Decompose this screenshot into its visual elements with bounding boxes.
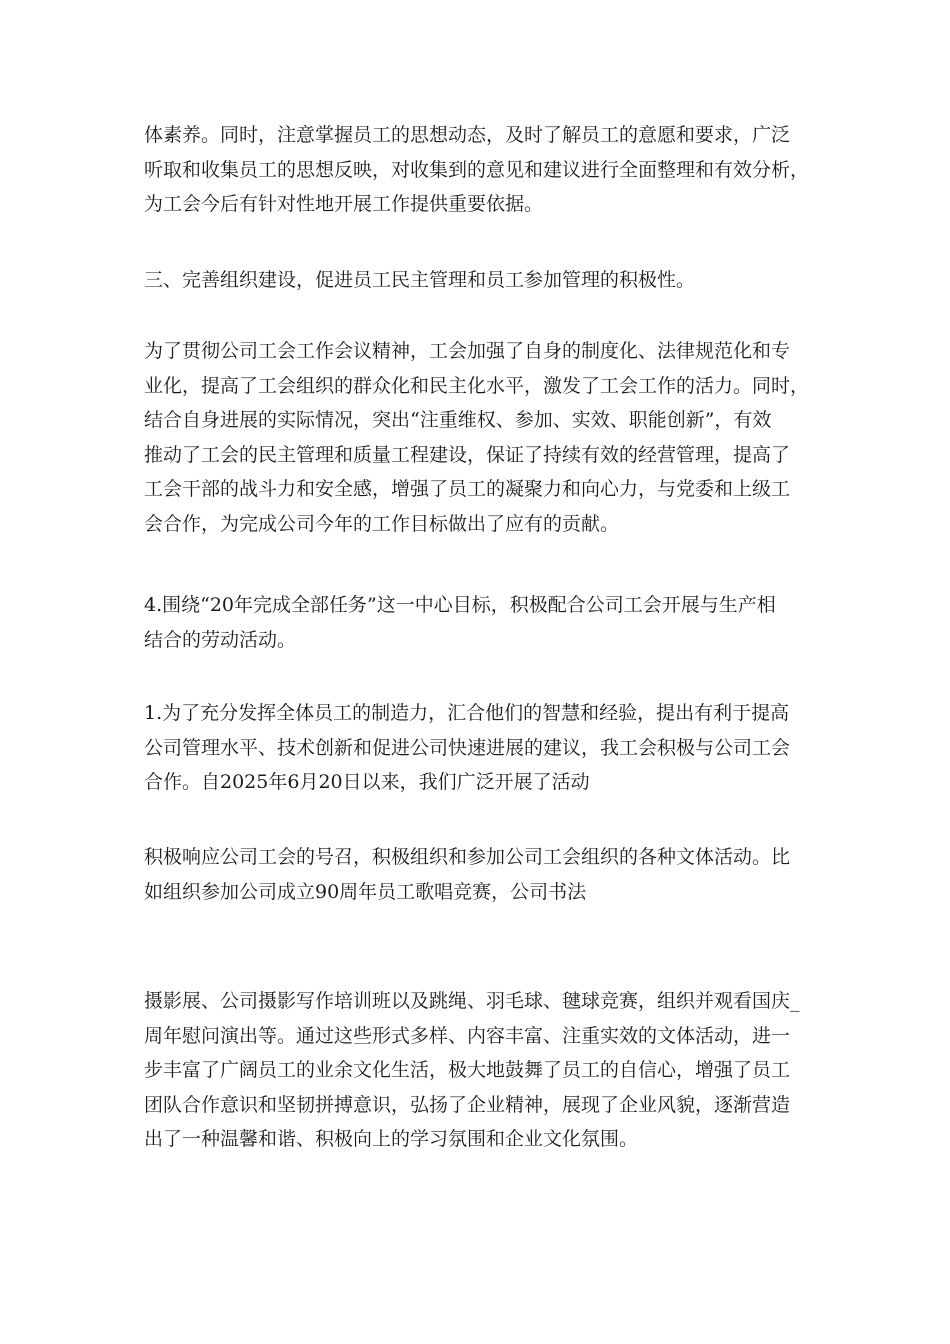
text-line: 如组织参加公司成立90周年员工歌唱竞赛，公司书法 — [144, 880, 587, 903]
text-line: 出了一种温馨和谐、积极向上的学习氛围和企业文化氛围。 — [144, 1128, 639, 1150]
text-line: 公司管理水平、技术创新和促进公司快速进展的建议，我工会积极与公司工会 — [144, 736, 791, 759]
text-line: 推动了工会的民主管理和质量工程建设，保证了持续有效的经营管理，提高了 — [144, 443, 791, 466]
section-heading-organization — [144, 263, 814, 298]
text-line: 会合作，为完成公司今年的工作目标做出了应有的贡献。 — [144, 512, 620, 535]
text-line: 积极响应公司工会的号召，积极组织和参加公司工会组织的各种文体活动。比 — [144, 846, 791, 868]
text-line: 周年慰问演出等。通过这些形式多样、内容丰富、注重实效的文体活动，进一 — [144, 1024, 791, 1047]
text-line: 听取和收集员工的思想反映，对收集到的意见和建议进行全面整理和有效分析， — [144, 158, 810, 181]
text-line: 摄影展、公司摄影写作培训班以及跳绳、羽毛球、毽球竞赛，组织并观看国庆_ — [144, 990, 800, 1012]
paragraph-union-meeting — [144, 334, 814, 541]
text-line: 三、完善组织建设，促进员工民主管理和员工参加管理的积极性。 — [144, 269, 696, 291]
text-line: 为工会今后有针对性地开展工作提供重要依据。 — [144, 193, 544, 215]
text-line: 为了贯彻公司工会工作会议精神，工会加强了自身的制度化、法律规范化和专 — [144, 340, 791, 362]
text-line: 业化，提高了工会组织的群众化和民主化水平，激发了工会工作的活力。同时， — [144, 374, 810, 397]
paragraph-cultural-activities — [144, 840, 814, 909]
text-line: 团队合作意识和坚韧拼搏意识，弘扬了企业精神，展现了企业风貌，逐渐营造 — [144, 1093, 791, 1116]
paragraph-item-4 — [144, 588, 814, 657]
text-line: 体素养。同时，注意掌握员工的思想动态，及时了解员工的意愿和要求，广泛 — [144, 124, 791, 146]
paragraph-staff-feedback — [144, 118, 814, 222]
text-line: 合作。自2025年6月20日以来，我们广泛开展了活动 — [144, 771, 590, 793]
text-line: 结合自身进展的实际情况，突出“注重维权、参加、实效、职能创新”，有效 — [144, 409, 772, 431]
text-line: 结合的劳动活动。 — [144, 628, 297, 651]
text-line: 1.为了充分发挥全体员工的制造力，汇合他们的智慧和经验，提出有利于提高 — [144, 702, 790, 724]
text-line: 工会干部的战斗力和安全感，增强了员工的凝聚力和向心力，与党委和上级工 — [144, 478, 791, 500]
text-line: 步丰富了广阔员工的业余文化生活，极大地鼓舞了员工的自信心，增强了员工 — [144, 1059, 791, 1081]
paragraph-item-1 — [144, 696, 814, 800]
text-line: 4.围绕“20年完成全部任务”这一中心目标，积极配合公司工会开展与生产相 — [144, 594, 776, 616]
paragraph-photography-exhibition — [144, 984, 814, 1157]
